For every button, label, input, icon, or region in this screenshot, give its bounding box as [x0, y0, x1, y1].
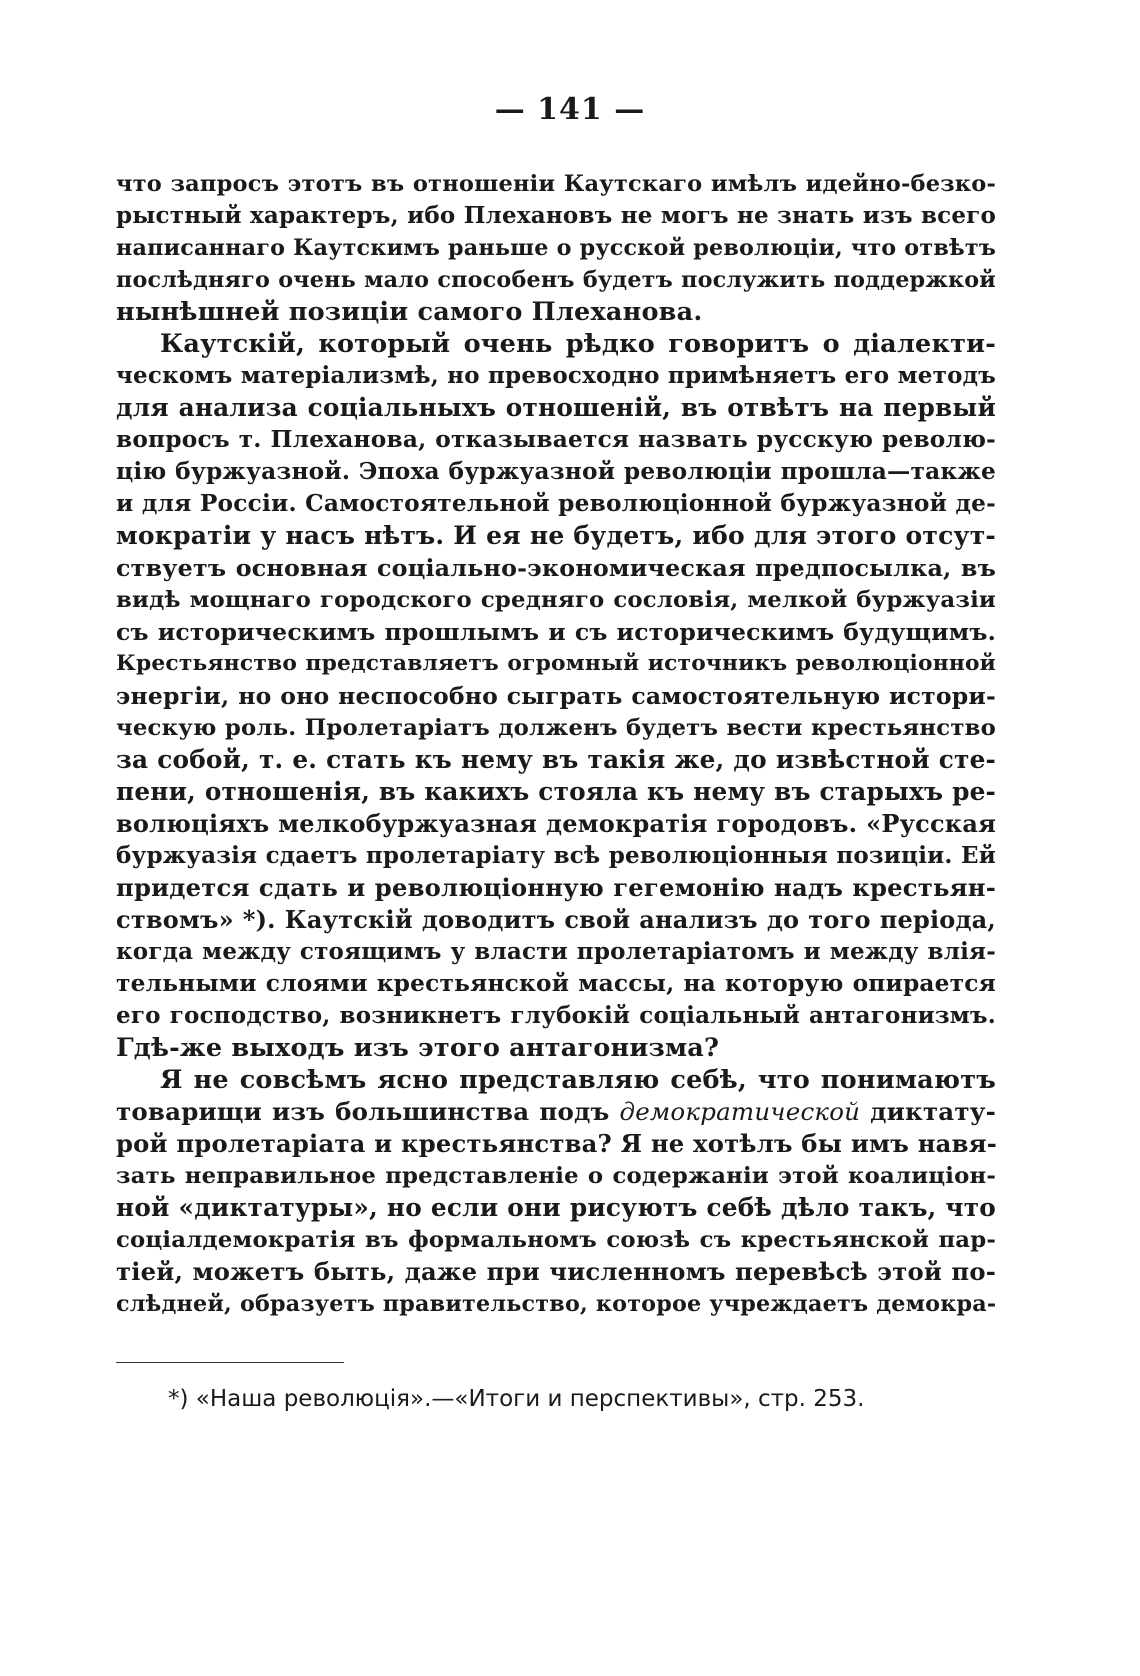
footnote-divider — [116, 1362, 344, 1363]
text-line: вопросъ т. Плеханова, отказывается назвать русскую револю- — [116, 426, 996, 453]
text-line: ствуетъ основная соціально-экономическая предпосылка, въ — [116, 554, 996, 582]
text-line: Крестьянство представляетъ огромный источникъ революціонной — [116, 651, 996, 676]
text-line: слѣдней, образуетъ правительство, которое учреждаетъ демокра- — [116, 1291, 997, 1317]
text-line: когда между стоящимъ у власти пролетаріатомъ и между влія- — [116, 938, 996, 965]
text-line: зать неправильное представленіе о содержаніи этой коалиціон- — [116, 1163, 996, 1189]
text-line: съ историческимъ прошлымъ и съ историческимъ будущимъ. — [116, 618, 996, 646]
footnote: *) «Наша революція».—«Итоги и перспективы», стр. 253. — [168, 1386, 865, 1412]
text-line: написаннаго Каутскимъ раньше о русской революціи, что отвѣтъ — [116, 235, 997, 261]
text-segment: товарищи изъ большинства подъ — [116, 1097, 620, 1126]
body-text — [116, 168, 996, 1320]
text-line: пени, отношенія, въ какихъ стояла къ нему въ старыхъ ре- — [116, 777, 996, 806]
text-line: цію буржуазной. Эпоха буржуазной революціи прошла—также — [116, 458, 996, 485]
page-number: — 141 — — [494, 92, 646, 127]
text-line: ствомъ» *). Каутскій доводитъ свой анализъ до того періода, — [116, 905, 996, 934]
text-segment: диктату- — [860, 1097, 996, 1126]
text-line: за собой, т. е. стать къ нему въ такія же, до извѣстной сте- — [116, 745, 996, 774]
text-line: Каутскій, который очень рѣдко говоритъ о діалекти- — [160, 329, 996, 359]
text-line: что запросъ этотъ въ отношеніи Каутскаго имѣлъ идейно-безко- — [116, 171, 996, 197]
text-line: рой пролетаріата и крестьянства? Я не хотѣлъ бы имъ навя- — [116, 1129, 998, 1158]
text-line: ной «диктатуры», но если они рисуютъ себѣ дѣло такъ, что — [116, 1193, 996, 1222]
text-line: рыстный характеръ, ибо Плехановъ не могъ не знать изъ всего — [116, 202, 996, 229]
text-line: ческую роль. Пролетаріатъ долженъ будетъ вести крестьянство — [116, 715, 996, 741]
text-line: нынѣшней позиціи самого Плеханова. — [116, 297, 703, 327]
text-line: тельными слоями крестьянской массы, на которую опирается — [116, 970, 996, 997]
text-line: мократіи у насъ нѣтъ. И ея не будетъ, ибо для этого отсут- — [116, 521, 996, 550]
text-line: Я не совсѣмъ ясно представляю себѣ, что понимаютъ — [160, 1065, 996, 1095]
text-line: послѣдняго очень мало способенъ будетъ послужить поддержкой — [116, 267, 996, 293]
text-line: для анализа соціальныхъ отношеній, въ отвѣтъ на первый — [116, 393, 996, 422]
text-line: и для Россіи. Самостоятельной революціонной буржуазной де- — [116, 490, 996, 517]
text-line: соціалдемократія въ формальномъ союзѣ съ крестьянской пар- — [116, 1227, 996, 1253]
text-line — [116, 1096, 996, 1128]
text-line: придется сдать и революціонную гегемонію надъ крестьян- — [116, 873, 996, 902]
text-line: ческомъ матеріализмѣ, но превосходно примѣняетъ его методъ — [116, 362, 996, 389]
text-line: энергіи, но оно неспособно сыграть самостоятельную истори- — [116, 682, 996, 710]
text-line: тіей, можетъ быть, даже при численномъ перевѣсѣ этой по- — [116, 1257, 996, 1286]
text-line: волюціяхъ мелкобуржуазная демократія городовъ. «Русская — [116, 809, 996, 838]
text-line: буржуазія сдаетъ пролетаріату всѣ революціонныя позиціи. Ей — [116, 842, 996, 869]
text-line: Гдѣ-же выходъ изъ этого антагонизма? — [116, 1033, 720, 1063]
text-line: его господство, возникнетъ глубокій соціальный антагонизмъ. — [116, 1002, 996, 1029]
text-line: видѣ мощнаго городского средняго сословія, мелкой буржуазіи — [116, 587, 996, 613]
italic-word: демократической — [619, 1097, 861, 1126]
